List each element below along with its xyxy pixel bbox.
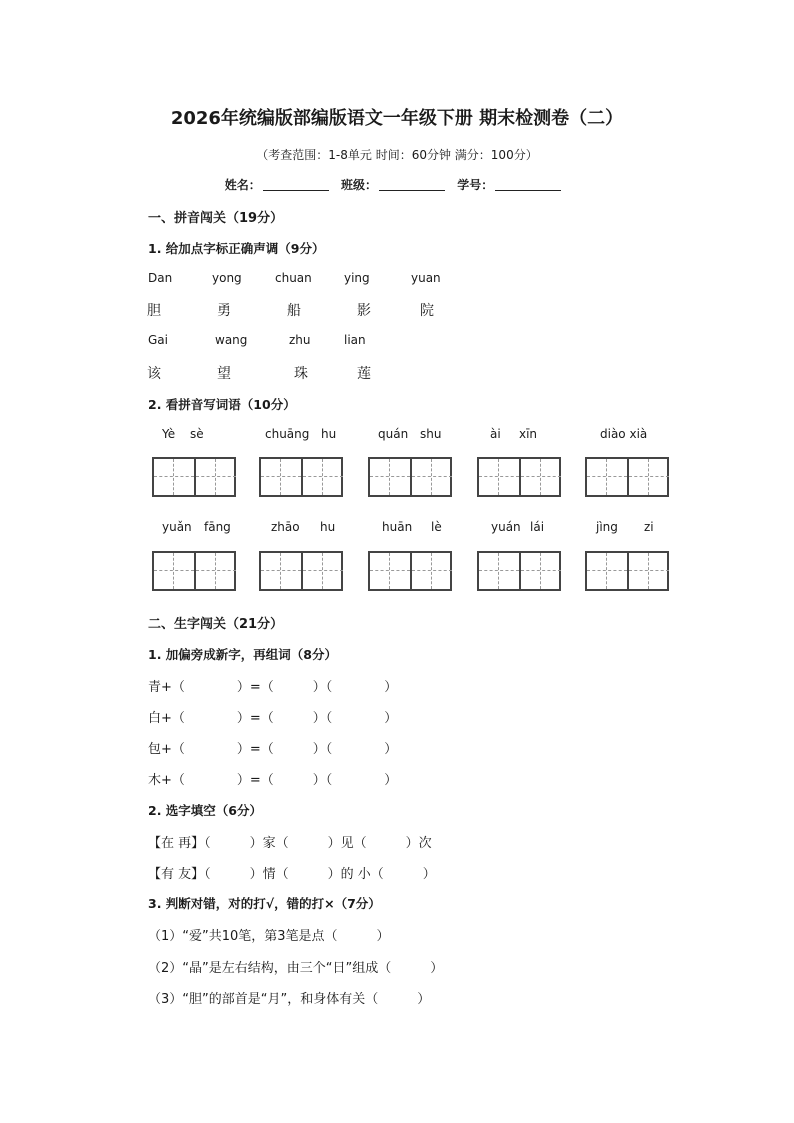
pinyin-syllable: shu: [420, 427, 442, 441]
radical-line: 包+（ ）=（ ）（ ）: [148, 742, 398, 757]
radical-line: 木+（ ）=（ ）（ ）: [148, 773, 398, 788]
pinyin-label: lian: [344, 333, 366, 347]
char-item: 船: [287, 303, 301, 319]
judge-line: （1）“爱”共10笔，第3笔是点（ ）: [148, 929, 390, 944]
char-item: 该: [147, 366, 161, 382]
pinyin-syllable: huān: [382, 520, 413, 534]
writing-grid[interactable]: [259, 551, 343, 591]
page-title: 2026年统编版部编版语文一年级下册 期末检测卷（二）: [170, 108, 624, 129]
pinyin-syllable: chuāng: [265, 427, 310, 441]
writing-grid[interactable]: [259, 457, 343, 497]
pinyin-syllable: hu: [321, 427, 337, 441]
writing-grid[interactable]: [368, 551, 452, 591]
pinyin-syllable: Yè: [162, 427, 176, 441]
pinyin-syllable: jìng: [596, 520, 618, 534]
name-blank[interactable]: [263, 178, 329, 191]
pinyin-syllable: zi: [644, 520, 654, 534]
pinyin-syllable: yuǎn: [162, 520, 192, 534]
writing-grid[interactable]: [477, 457, 561, 497]
name-label: 姓名：: [224, 178, 261, 192]
judge-line: （2）“晶”是左右结构，由三个“日”组成（ ）: [148, 961, 444, 976]
pinyin-label: zhu: [289, 333, 311, 347]
writing-grid[interactable]: [477, 551, 561, 591]
pinyin-syllable: sè: [190, 427, 204, 441]
pinyin-syllable: diào xià: [600, 427, 648, 441]
section-1-title: 一、拼音闯关（19分）: [148, 211, 284, 226]
choice-line: 【有 友】（ ）情（ ）的 小（ ）: [148, 867, 436, 882]
pinyin-syllable: fāng: [204, 520, 231, 534]
char-item: 院: [420, 303, 434, 319]
char-item: 勇: [217, 303, 231, 319]
student-info: [0, 176, 794, 193]
pinyin-label: wang: [215, 333, 248, 347]
char-item: 望: [217, 366, 231, 382]
s2-q1-title: 1. 加偏旁成新字，再组词（8分）: [148, 647, 337, 662]
pinyin-syllable: lè: [431, 520, 442, 534]
pinyin-label: yuan: [411, 271, 441, 285]
pinyin-syllable: zhāo: [271, 520, 300, 534]
pinyin-syllable: yuán: [491, 520, 521, 534]
pinyin-syllable: ài: [490, 427, 501, 441]
s2-q3-title: 3. 判断对错，对的打√，错的打×（7分）: [148, 896, 381, 911]
pinyin-syllable: quán: [378, 427, 409, 441]
radical-line: 白+（ ）=（ ）（ ）: [148, 711, 398, 726]
writing-grid[interactable]: [585, 457, 669, 497]
id-blank[interactable]: [495, 178, 561, 191]
writing-grid[interactable]: [585, 551, 669, 591]
pinyin-label: Gai: [148, 333, 168, 347]
pinyin-label: Dan: [148, 271, 173, 285]
pinyin-syllable: hu: [320, 520, 336, 534]
exam-scope: （考查范围：1-8单元 时间：60分钟 满分：100分）: [256, 148, 538, 162]
class-blank[interactable]: [379, 178, 445, 191]
pinyin-label: ying: [344, 271, 370, 285]
s1-q1-title: 1. 给加点字标正确声调（9分）: [148, 241, 325, 256]
id-label: 学号：: [457, 178, 494, 192]
judge-line: （3）“胆”的部首是“月”，和身体有关（ ）: [148, 992, 431, 1007]
class-label: 班级：: [340, 178, 377, 192]
pinyin-syllable: xīn: [519, 427, 538, 441]
char-item: 影: [357, 303, 371, 319]
pinyin-label: yong: [212, 271, 242, 285]
char-item: 珠: [294, 366, 308, 382]
writing-grid[interactable]: [152, 457, 236, 497]
pinyin-syllable: lái: [530, 520, 545, 534]
section-2-title: 二、生字闯关（21分）: [148, 617, 284, 632]
writing-grid[interactable]: [368, 457, 452, 497]
writing-grid[interactable]: [152, 551, 236, 591]
s2-q2-title: 2. 选字填空（6分）: [148, 803, 262, 818]
char-item: 胆: [147, 303, 161, 319]
pinyin-label: chuan: [275, 271, 312, 285]
s1-q2-title: 2. 看拼音写词语（10分）: [148, 397, 296, 412]
char-item: 莲: [357, 366, 371, 382]
radical-line: 青+（ ）=（ ）（ ）: [148, 680, 398, 695]
choice-line: 【在 再】（ ）家（ ）见（ ）次: [148, 836, 432, 851]
